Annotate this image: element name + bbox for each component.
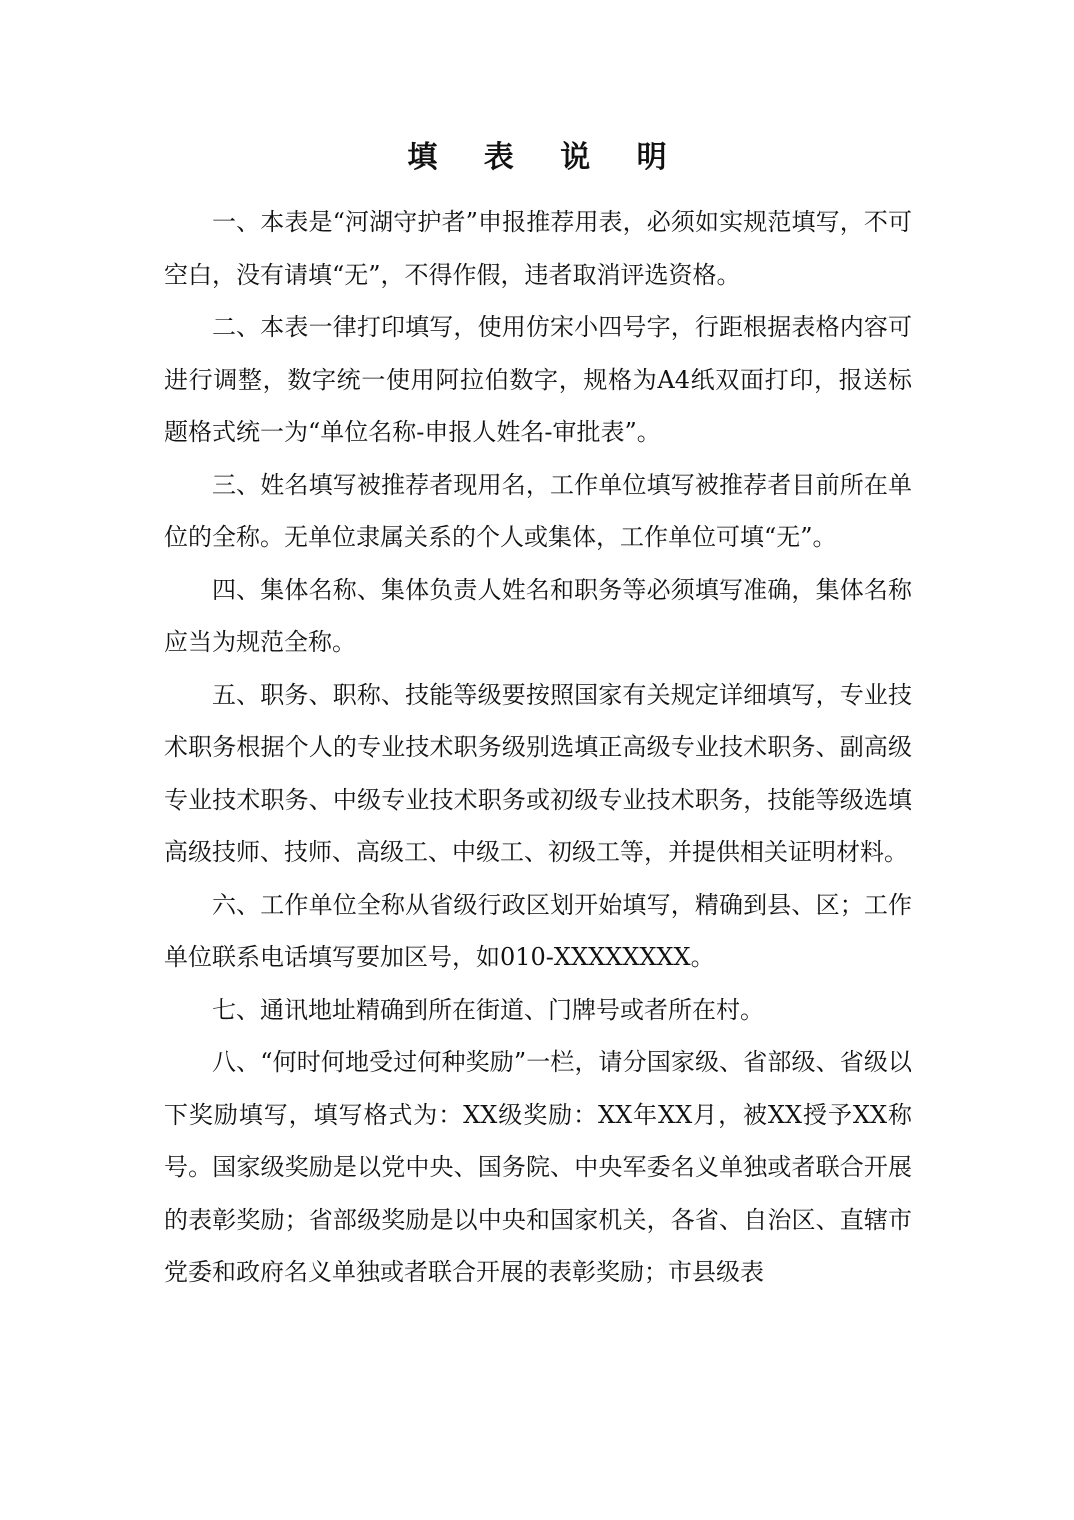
page-title: 填 表 说 明 [407,140,685,175]
paragraph-2: 二、本表一律打印填写，使用仿宋小四号字，行距根据表格内容可进行调整，数字统一使用阿拉伯数字，规格为A4纸双面打印，报送标题格式统一为“单位名称-申报人姓名-审批表”。 [164,313,912,446]
paragraph-1: 一、本表是“河湖守护者”申报推荐用表，必须如实规范填写，不可空白，没有请填“无”，不得作假，违者取消评选资格。 [164,208,912,289]
paragraph-6: 六、工作单位全称从省级行政区划开始填写，精确到县、区；工作单位联系电话填写要加区号，如010-XXXXXXXX。 [164,890,912,971]
paragraph-3: 三、姓名填写被推荐者现用名，工作单位填写被推荐者目前所在单位的全称。无单位隶属关系的个人或集体，工作单位可填“无”。 [164,470,912,551]
paragraph-7: 七、通讯地址精确到所在街道、门牌号或者所在村。 [212,995,764,1024]
paragraph-8: 八、“何时何地受过何种奖励”一栏，请分国家级、省部级、省级以下奖励填写，填写格式为：XX级奖励：XX年XX月，被XX授予XX称号。国家级奖励是以党中央、国务院、中央军委名义单独或者联合开展的表彰奖励；省部级奖励是以中央和国家机关，各省、自治区、直辖市党委和政府名义单独或者联合开展的表彰奖励；市县级表 [164,1048,912,1286]
paragraph-5: 五、职务、职称、技能等级要按照国家有关规定详细填写，专业技术职务根据个人的专业技术职务级别选填正高级专业技术职务、副高级专业技术职务、中级专业技术职务或初级专业技术职务，技能等级选填高级技师、技师、高级工、中级工、初级工等，并提供相关证明材料。 [164,680,912,866]
paragraph-4: 四、集体名称、集体负责人姓名和职务等必须填写准确，集体名称应当为规范全称。 [164,575,912,656]
document-body [164,196,912,1299]
